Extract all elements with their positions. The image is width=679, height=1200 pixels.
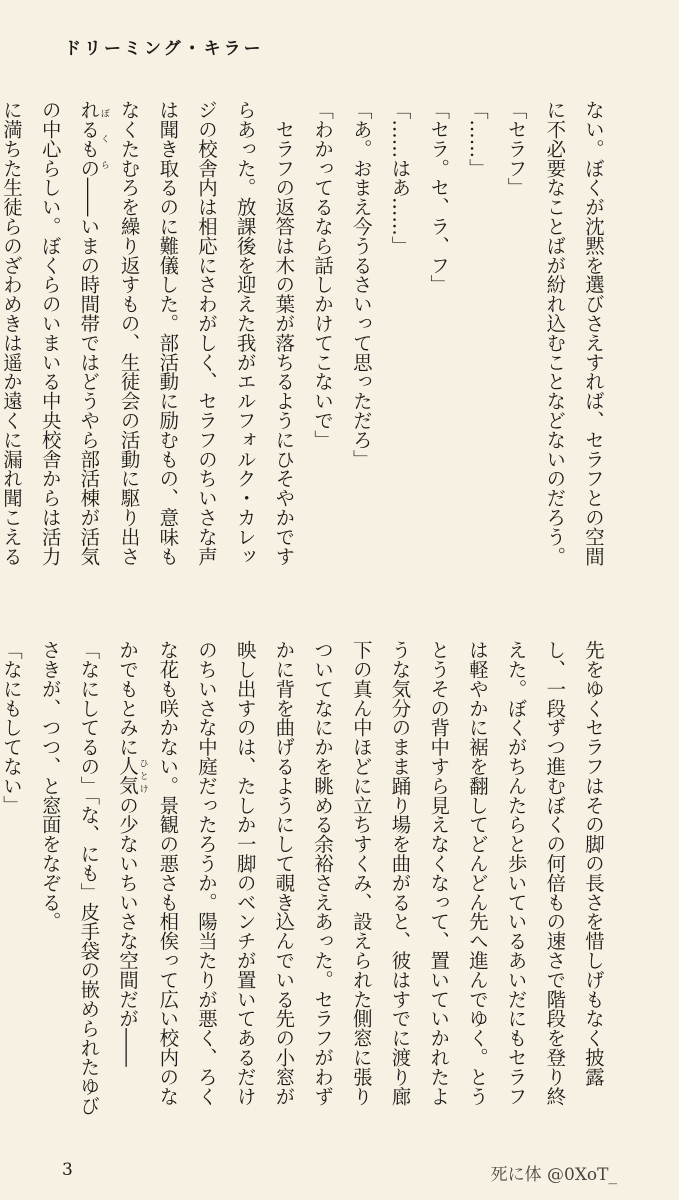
text-line: に満ちた生徒らのざわめきは遥か遠くに漏れ聞こえる: [0, 100, 23, 566]
text-line: 「……」: [465, 100, 489, 178]
page-number: 3: [62, 1160, 73, 1180]
text-line: 先をゆくセラフはその脚の長さを惜しげもなく披露: [582, 640, 605, 1087]
text-line: かに背を曲げるようにして覗き込んでいる先の小窓が: [272, 640, 296, 1106]
text-line: 「なにもしてない」: [0, 640, 23, 815]
text-line: 「……はあ……」: [388, 100, 412, 256]
text-line: 映し出すのは、たしか一脚のベンチが置いてあるだけ: [233, 640, 257, 1106]
text-line: なくたむろを繰り返すもの、生徒会の活動に駆り出さ: [117, 100, 141, 566]
upper-text-block: [0, 100, 612, 600]
text-line-with-ruby: [69, 100, 109, 600]
text-line-end: の少ないちいさな空間だが――: [116, 795, 140, 1067]
text-line: し、一段ずつ進むぼくの何倍もの速さで階段を登り終: [543, 640, 567, 1106]
text-line: ジの校舎内は相応にさわがしく、セラフのちいさな声: [194, 100, 218, 566]
ruby-base: 人気: [116, 756, 140, 796]
text-line: ついてなにかを眺める余裕さえあった。セラフがわず: [311, 640, 335, 1106]
text-line: らあった。放課後を迎えた我がエルフォルク・カレッ: [233, 100, 257, 566]
ruby-annotation: [77, 100, 109, 178]
text-line-with-ruby: [107, 640, 147, 1140]
author-credit: 死に体 @0XoT_: [490, 1165, 617, 1185]
text-line: ない。ぼくが沈黙を選びさえすれば、セラフとの空間: [582, 100, 605, 566]
text-line: に不必要なことばが紛れ込むことなどないのだろう。: [543, 100, 567, 566]
text-line: さきが、つつ、と窓面をなぞる。: [38, 640, 62, 931]
text-line: えた。ぼくがちんたらと歩いているあいだにもセラフ: [504, 640, 528, 1106]
text-line: 「なにしてるの」「な、にも」皮手袋の嵌められたゆび: [77, 640, 101, 1116]
text-line: セラフの返答は木の葉が落ちるようにひそやかです: [272, 100, 296, 566]
text-line: 「わかってるなら話しかけてこないで」: [311, 100, 335, 450]
text-line: な花も咲かない。景観の悪さも相俟って広い校内のな: [156, 640, 180, 1106]
text-line: は軽やかに裾を翻してどんどん先へ進んでゆく。とう: [465, 640, 489, 1106]
text-line: のちいさな中庭だったろうか。陽当たりが悪く、ろく: [194, 640, 218, 1106]
ruby-reading: ひとけ: [137, 756, 148, 796]
running-title: ドリーミング・キラー: [64, 39, 264, 59]
text-line: 「セラ。セ、ラ、フ」: [427, 100, 451, 294]
lower-text-block: [0, 640, 612, 1140]
ruby-reading: ぼくら: [98, 100, 109, 178]
text-line: 「セラフ」: [504, 100, 528, 197]
text-line-start: かでもとみに: [116, 640, 140, 757]
text-line: うな気分のまま踊り場を曲がると、彼はすでに渡り廊: [388, 640, 412, 1106]
text-line: 「あ。おまえ今うるさいって思っただろ」: [349, 100, 373, 469]
text-line-rest: ――いまの時間帯ではどうやら部活棟が活気: [77, 177, 101, 566]
text-line: は聞き取るのに難儀した。部活動に励むもの、意味も: [156, 100, 180, 566]
text-line: の中心らしい。ぼくらのいまいる中央校舎からは活力: [38, 100, 62, 566]
text-line: 下の真ん中ほどに立ちすくみ、設えられた側窓に張り: [349, 640, 373, 1106]
ruby-base: れるもの: [77, 100, 101, 178]
ruby-annotation: [116, 756, 148, 796]
text-line: とうその背中すら見えなくなって、置いていかれたよ: [427, 640, 451, 1106]
